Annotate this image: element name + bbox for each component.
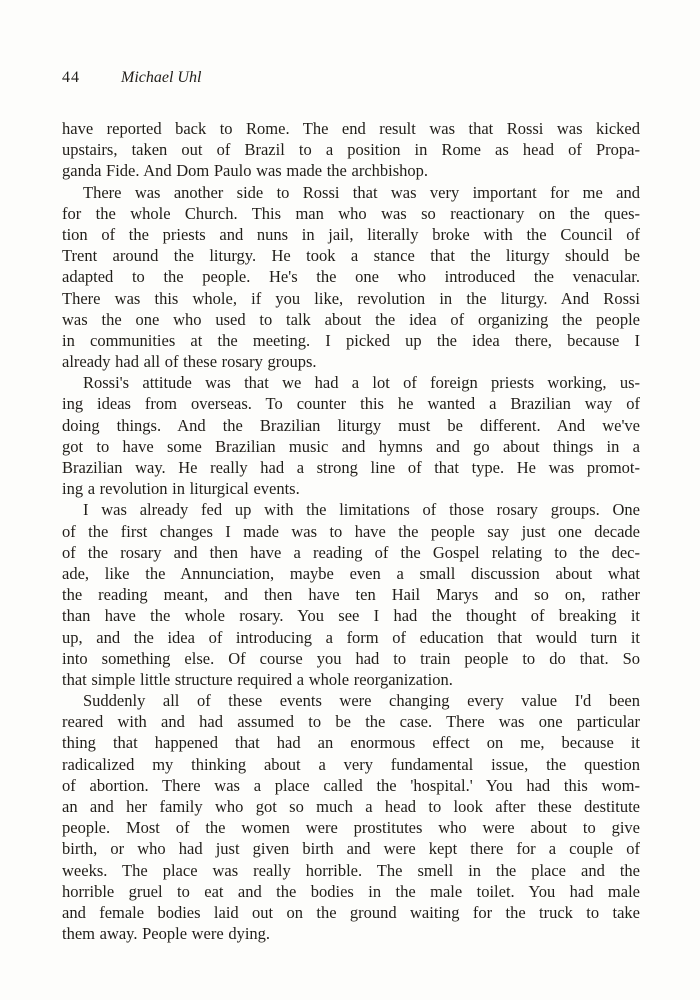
text-line: Trent around the liturgy. He took a stance that the liturgy should be	[62, 246, 640, 266]
text-line: an and her family who got so much a head to look after these destitute	[62, 797, 640, 816]
paragraph	[62, 372, 640, 499]
text-line: birth, or who had just given birth and were kept there for a couple of	[62, 839, 640, 859]
text-line: and female bodies laid out on the ground waiting for the truck to take	[62, 902, 640, 922]
text-line: radicalized my thinking about a very fundamental issue, the question	[62, 754, 640, 774]
text-line: already had all of these rosary groups.	[62, 352, 317, 372]
text-line: tion of the priests and nuns in jail, literally broke with the Council of	[62, 224, 640, 244]
page-number: 44	[62, 69, 80, 86]
paragraph	[62, 690, 640, 944]
text-line: ing a revolution in liturgical events.	[62, 479, 300, 499]
text-line: people. Most of the women were prostitutes who were about to give	[62, 818, 640, 838]
text-line: weeks. The place was really horrible. The smell in the place and the	[62, 860, 640, 880]
running-header	[62, 69, 640, 91]
text-line: horrible gruel to eat and the bodies in the male toilet. You had male	[62, 881, 640, 901]
text-line: ing ideas from overseas. To counter this he wanted a Brazilian way of	[62, 394, 640, 414]
text-line: that simple little structure required a whole reorganization.	[62, 669, 453, 689]
text-line: was the one who used to talk about the idea of organizing the people	[62, 309, 640, 329]
paragraph	[62, 118, 640, 182]
page-body	[62, 118, 640, 944]
text-line: in communities at the meeting. I picked up the idea there, because I	[62, 330, 640, 350]
text-line: adapted to the people. He's the one who introduced the venacular.	[62, 267, 640, 287]
text-line: doing things. And the Brazilian liturgy must be different. And we've	[62, 415, 640, 435]
text-line: Brazilian way. He really had a strong line of that type. He was promot-	[62, 458, 640, 477]
text-line: up, and the idea of introducing a form of education that would turn it	[62, 627, 640, 647]
text-line: of the rosary and then have a reading of the Gospel relating to the dec-	[62, 542, 640, 562]
text-line: for the whole Church. This man who was so reactionary on the ques-	[62, 203, 640, 223]
text-line: There was this whole, if you like, revolution in the liturgy. And Rossi	[62, 288, 640, 308]
text-line: upstairs, taken out of Brazil to a position in Rome as head of Propa-	[62, 140, 640, 160]
paragraph	[62, 182, 640, 373]
text-line: of abortion. There was a place called the 'hospital.' You had this wom-	[62, 775, 640, 795]
text-line: ganda Fide. And Dom Paulo was made the archbishop.	[62, 161, 429, 181]
text-line: have reported back to Rome. The end result was that Rossi was kicked	[62, 119, 640, 138]
running-title: Michael Uhl	[121, 69, 202, 86]
text-line: of the first changes I made was to have the people say just one decade	[62, 521, 640, 541]
text-line: got to have some Brazilian music and hymns and go about things in a	[62, 436, 640, 456]
text-line: Rossi's attitude was that we had a lot of foreign priests working, us-	[83, 373, 640, 393]
text-line: reared with and had assumed to be the case. There was one particular	[62, 712, 640, 732]
text-line: thing that happened that had an enormous effect on me, because it	[62, 733, 640, 753]
text-line: into something else. Of course you had to train people to do that. So	[62, 648, 640, 668]
text-line: them away. People were dying.	[62, 924, 271, 944]
text-line: There was another side to Rossi that was very important for me and	[83, 182, 640, 202]
text-line: the reading meant, and then have ten Hail Marys and so on, rather	[62, 585, 640, 605]
paragraph	[62, 499, 640, 690]
text-line: I was already fed up with the limitations of those rosary groups. One	[83, 500, 640, 520]
text-line: Suddenly all of these events were changing every value I'd been	[83, 691, 640, 711]
text-line: ade, like the Annunciation, maybe even a small discussion about what	[62, 563, 640, 583]
text-line: than have the whole rosary. You see I had the thought of breaking it	[62, 606, 640, 626]
